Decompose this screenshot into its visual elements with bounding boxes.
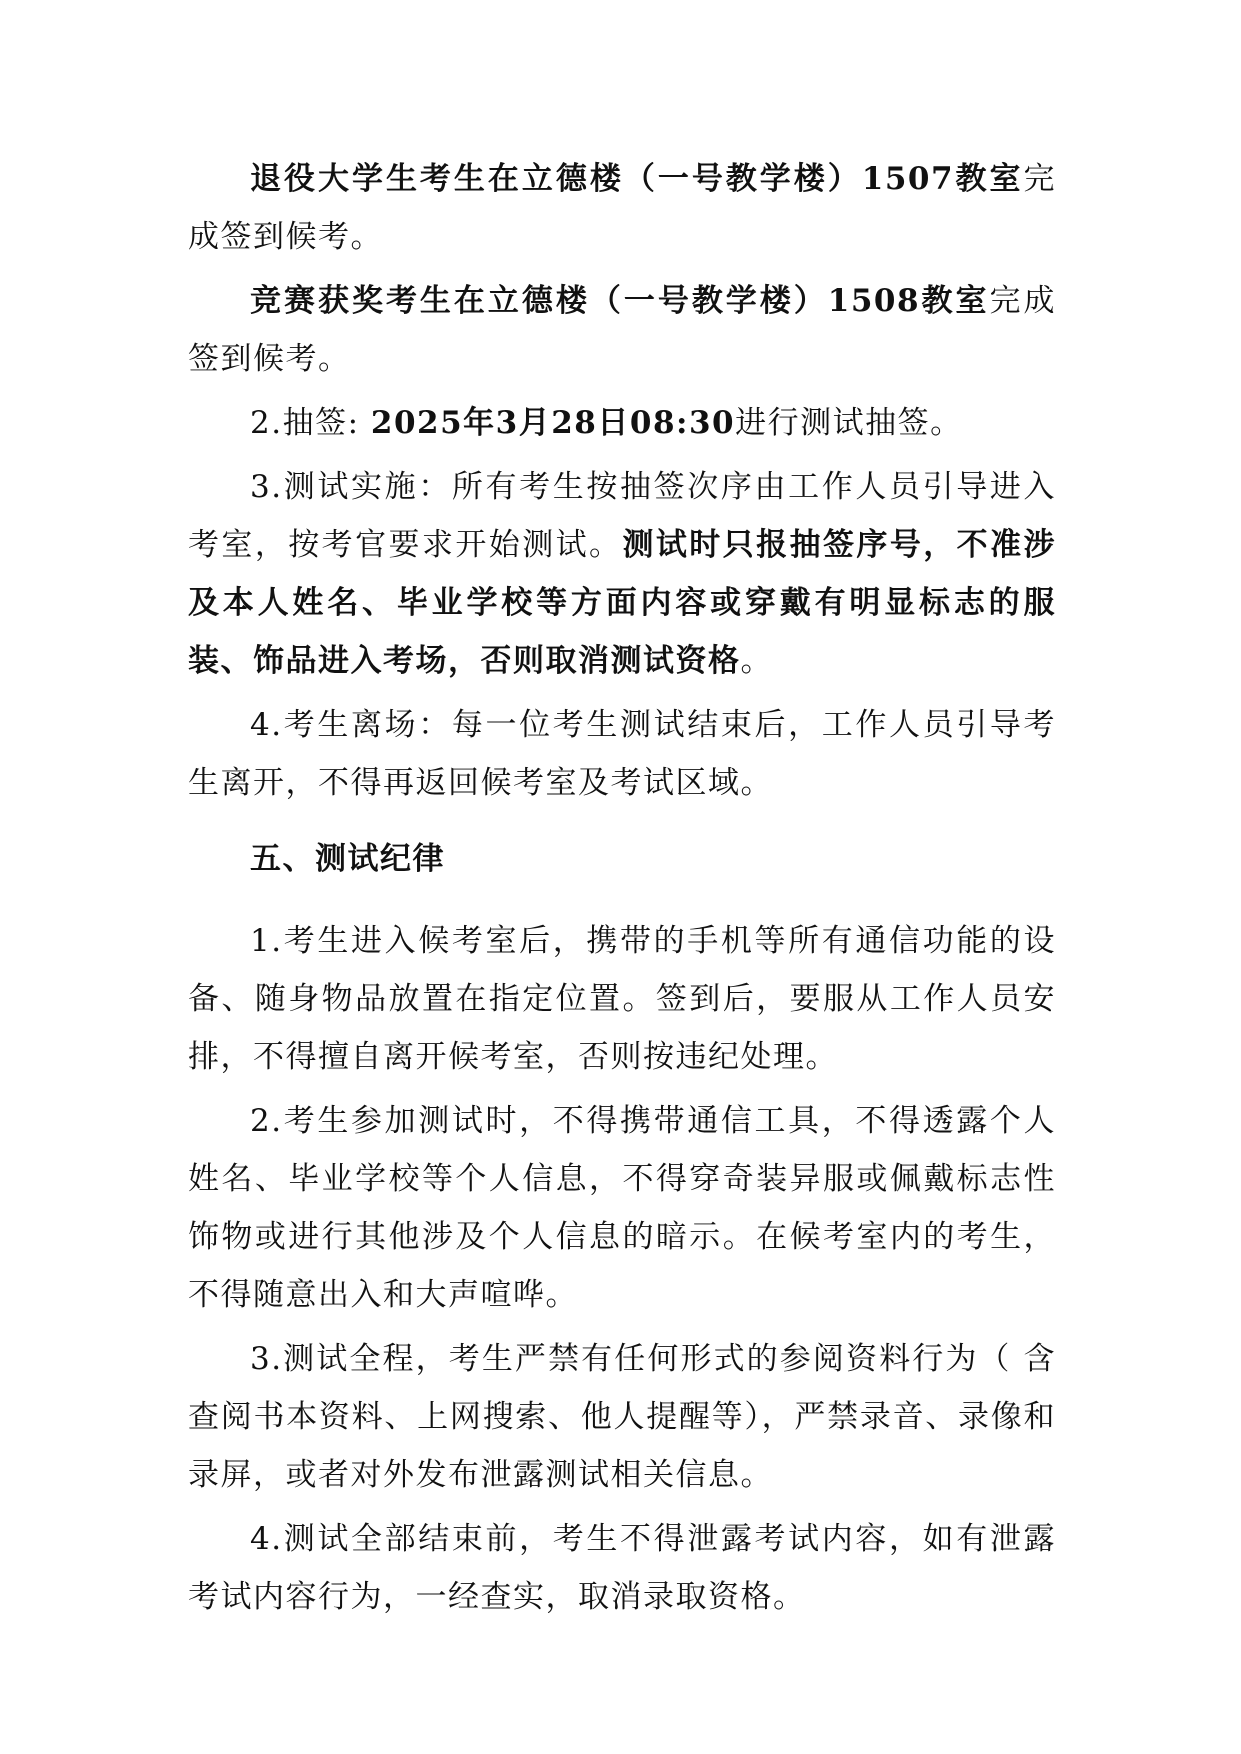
implementation-end: 。 — [740, 643, 773, 679]
draw-datetime: 2025年3月28日08:30 — [370, 405, 736, 441]
rule-item: 4.测试全部结束前，考生不得泄露考试内容，如有泄露考试内容行为，一经查实，取消录取资格。 — [188, 1521, 1056, 1615]
competition-checkin-text: 完成签到候考。 — [188, 283, 1057, 377]
competition-checkin-location: 竞赛获奖考生在立德楼（一号教学楼）1508教室 — [250, 283, 990, 319]
draw-text: 进行测试抽签。 — [735, 405, 963, 441]
veterans-checkin-location: 退役大学生考生在立德楼（一号教学楼）1507教室 — [250, 161, 1024, 197]
document-body — [188, 150, 1056, 1626]
paragraph-leaving — [188, 696, 1056, 812]
rule-item: 3.测试全程，考生严禁有任何形式的参阅资料行为（ 含查阅书本资料、上网搜索、他人提醒等），严禁录音、录像和录屏，或者对外发布泄露测试相关信息。 — [188, 1341, 1056, 1493]
section-heading-discipline: 五、测试纪律 — [250, 841, 445, 877]
paragraph-checkin-veterans — [188, 150, 1056, 266]
paragraph-checkin-competition — [188, 272, 1056, 388]
paragraph-draw — [188, 394, 1056, 452]
rule-item: 2.考生参加测试时，不得携带通信工具，不得透露个人姓名、毕业学校等个人信息，不得穿奇装异服或佩戴标志性饰物或进行其他涉及个人信息的暗示。在候考室内的考生，不得随意出入和大声喧哗。 — [188, 1103, 1056, 1313]
implementation-text: 3.测试实施：所有考生按抽签次序由工作人员引导进入考室，按考官要求开始测试。 — [188, 469, 1056, 563]
draw-label: 2.抽签: — [250, 405, 371, 441]
implementation-warning: 测试时只报抽签序号，不准涉及本人姓名、毕业学校等方面内容或穿戴有明显标志的服装、饰品进入考场，否则取消测试资格 — [188, 527, 1057, 679]
paragraph-test-implementation — [188, 458, 1056, 690]
veterans-checkin-text: 完成签到候考。 — [188, 161, 1056, 255]
rule-item: 1.考生进入候考室后，携带的手机等所有通信功能的设备、随身物品放置在指定位置。签到后，要服从工作人员安排，不得擅自离开候考室，否则按违纪处理。 — [188, 923, 1056, 1075]
leaving-text: 4.考生离场：每一位考生测试结束后，工作人员引导考生离开，不得再返回候考室及考试区域。 — [188, 707, 1056, 801]
